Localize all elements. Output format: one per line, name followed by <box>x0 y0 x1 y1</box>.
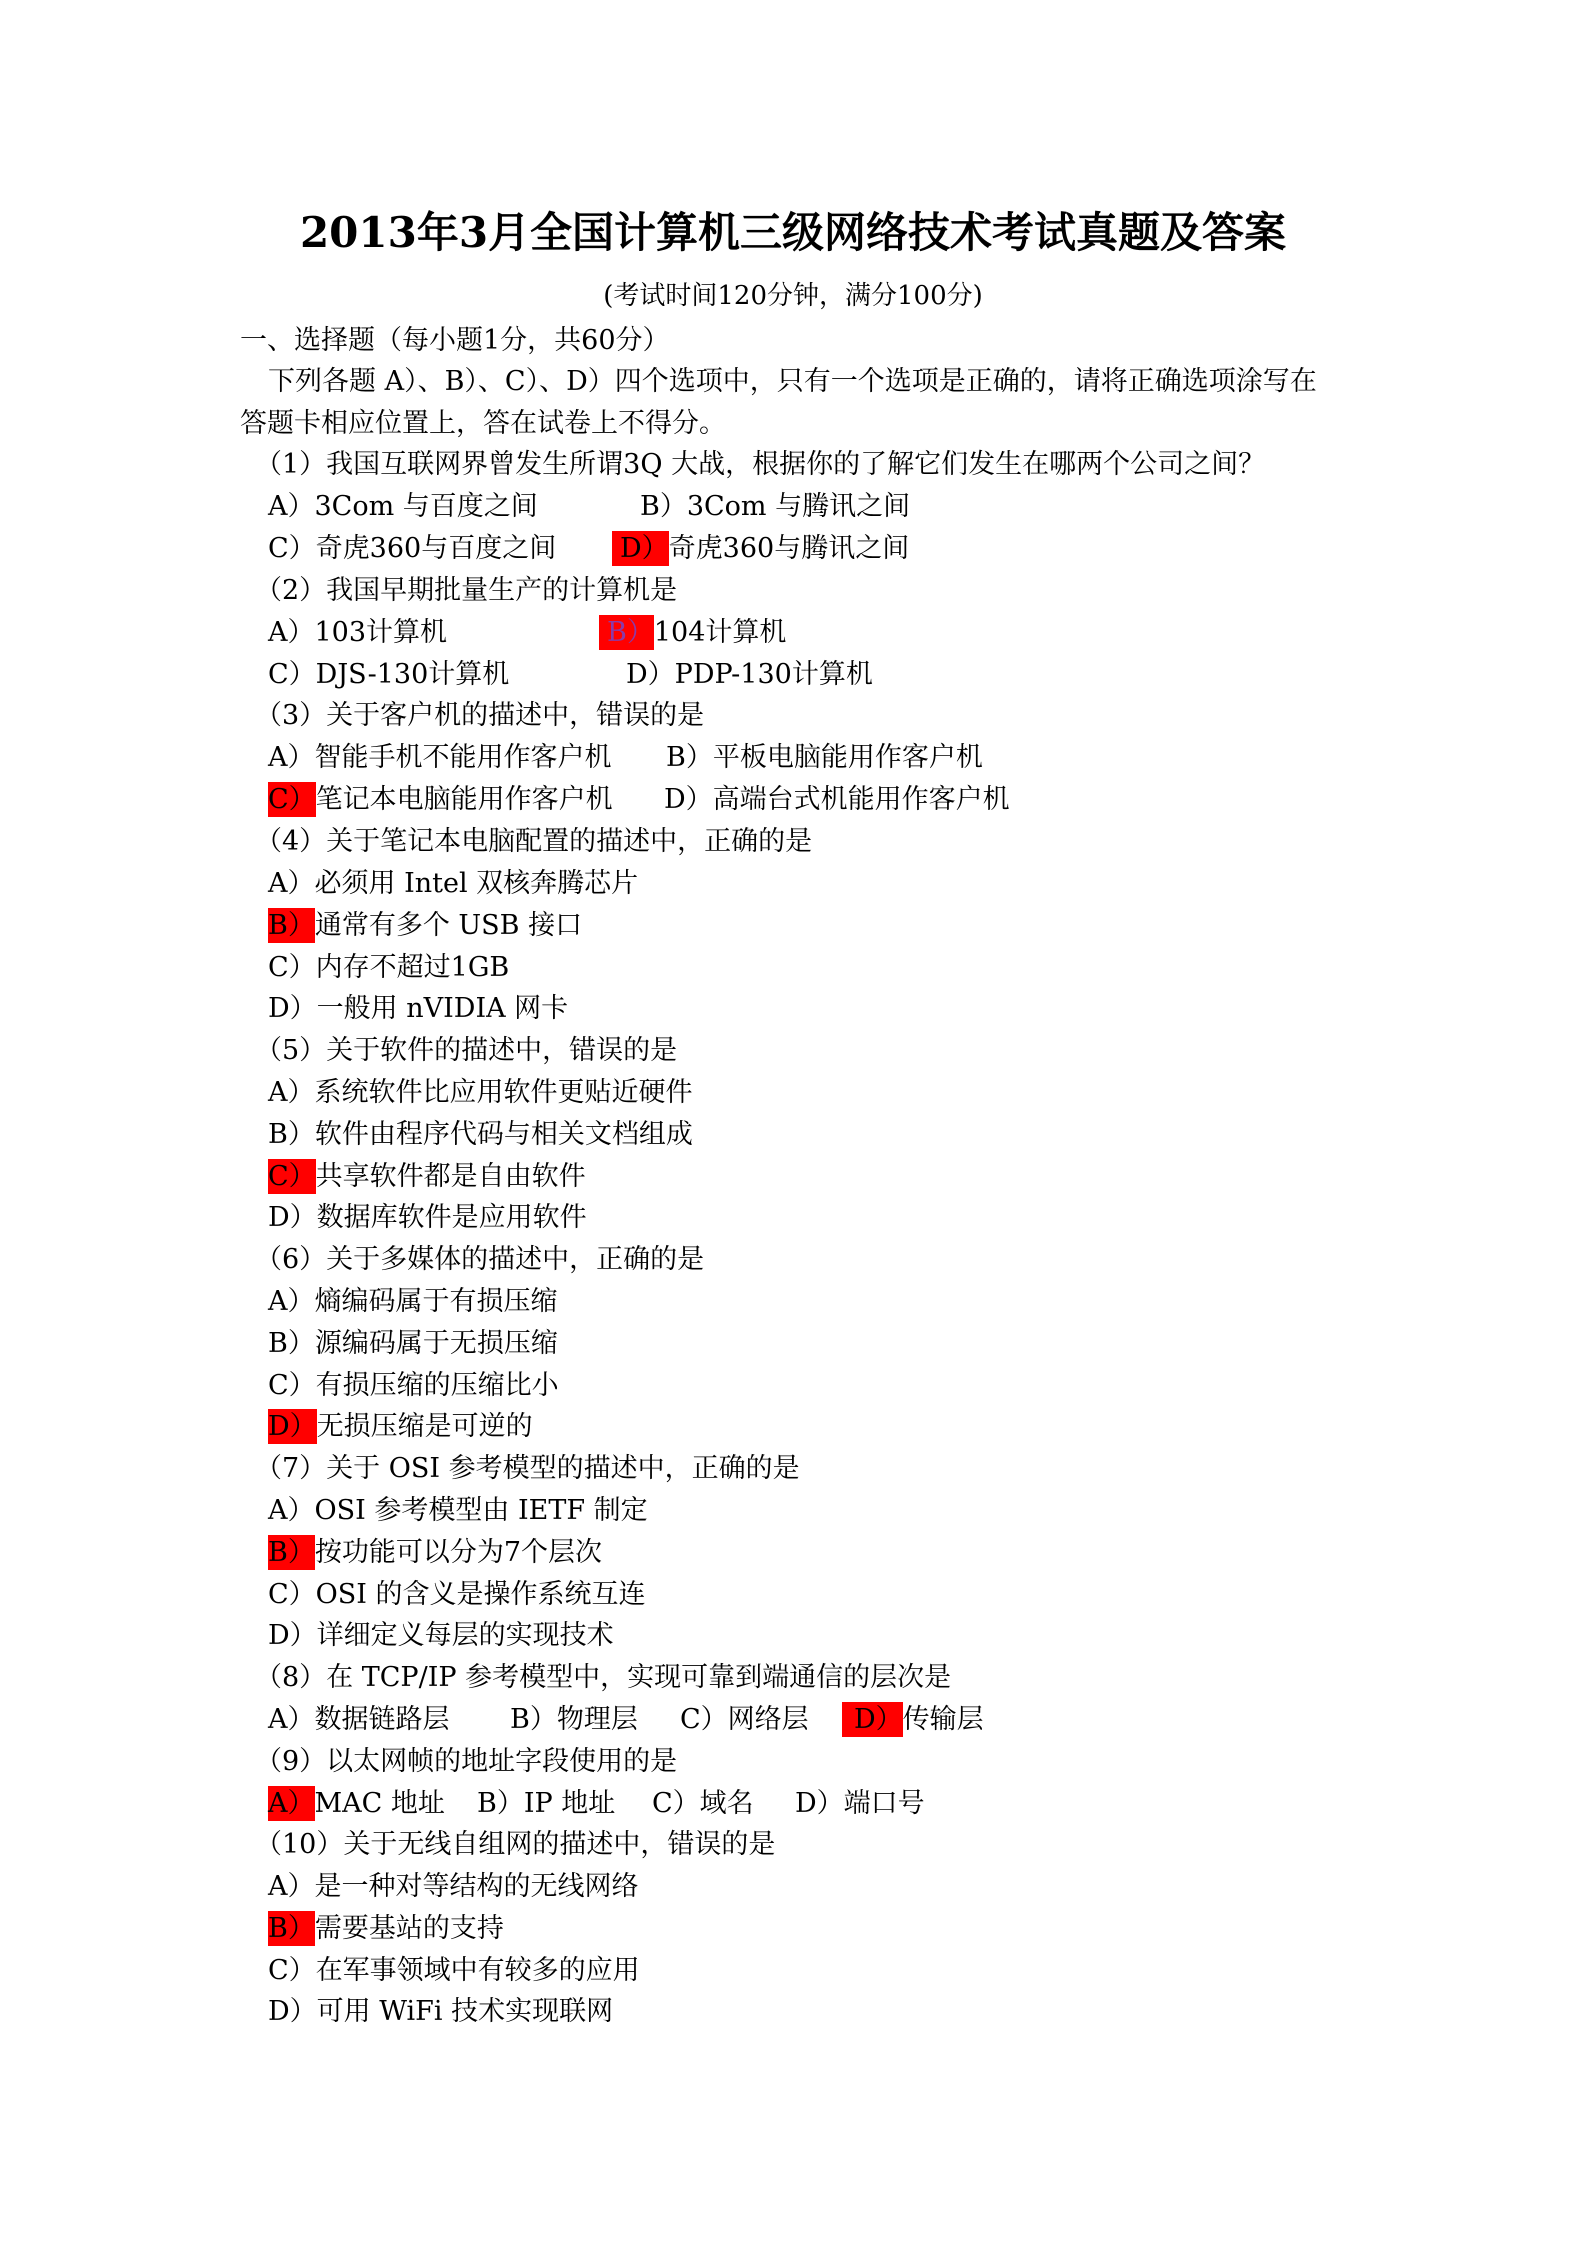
question-8-option-d: D）传输层 <box>842 1706 984 1733</box>
question-3-option-a: A）智能手机不能用作客户机 <box>268 742 612 773</box>
question-5-stem: （5）关于软件的描述中，错误的是 <box>255 1035 678 1066</box>
instruction-line-1: 下列各题 A）、B）、C）、D）四个选项中，只有一个选项是正确的，请将正确选项涂写在 <box>268 366 1317 397</box>
question-9-option-b: B）IP 地址 <box>477 1788 616 1819</box>
section-heading: 一、选择题（每小题1分，共60分） <box>240 325 670 356</box>
question-8-option-b: B）物理层 <box>510 1704 638 1735</box>
question-5-option-d: D）数据库软件是应用软件 <box>268 1202 587 1233</box>
question-10-option-c: C）在军事领域中有较多的应用 <box>268 1955 640 1986</box>
question-5-option-b: B）软件由程序代码与相关文档组成 <box>268 1119 693 1150</box>
question-6-option-d: D）无损压缩是可逆的 <box>268 1411 533 1442</box>
question-10-stem: （10）关于无线自组网的描述中，错误的是 <box>255 1829 776 1860</box>
question-4-option-b: B）通常有多个 USB 接口 <box>268 910 583 941</box>
question-7-stem: （7）关于 OSI 参考模型的描述中，正确的是 <box>255 1453 800 1484</box>
question-6-option-b: B）源编码属于无损压缩 <box>268 1328 558 1359</box>
answer-highlight: A） <box>268 1788 315 1819</box>
question-6-option-c: C）有损压缩的压缩比小 <box>268 1370 559 1401</box>
question-9-option-a: A）MAC 地址 <box>268 1788 445 1819</box>
instruction-line-2: 答题卡相应位置上，答在试卷上不得分。 <box>240 408 726 439</box>
answer-highlight: D） <box>268 1411 317 1442</box>
question-4-option-a: A）必须用 Intel 双核奔腾芯片 <box>268 868 639 899</box>
question-7-option-c: C）OSI 的含义是操作系统互连 <box>268 1579 646 1610</box>
answer-highlight: B） <box>268 910 315 941</box>
question-9-option-c: C）域名 <box>652 1788 754 1819</box>
answer-highlight: D） <box>612 531 669 566</box>
question-2-stem: （2）我国早期批量生产的计算机是 <box>255 575 678 606</box>
question-8-option-c: C）网络层 <box>680 1704 809 1735</box>
answer-highlight: D） <box>842 1702 903 1737</box>
page-subtitle: (考试时间120分钟，满分100分) <box>603 281 983 311</box>
answer-highlight: B） <box>268 1913 315 1944</box>
question-3-option-b: B）平板电脑能用作客户机 <box>666 742 983 773</box>
question-2-option-b: B）104计算机 <box>599 619 786 646</box>
answer-highlight: B） <box>599 615 654 650</box>
question-2-option-c: C）DJS-130计算机 <box>268 659 510 690</box>
question-2-option-d: D）PDP-130计算机 <box>626 659 873 690</box>
question-4-option-d: D）一般用 nVIDIA 网卡 <box>268 993 569 1024</box>
question-3-stem: （3）关于客户机的描述中，错误的是 <box>255 700 705 731</box>
page-title: 2013年3月全国计算机三级网络技术考试真题及答案 <box>299 208 1287 257</box>
question-1-option-c: C）奇虎360与百度之间 <box>268 533 557 564</box>
question-1-option-d: D）奇虎360与腾讯之间 <box>612 535 909 562</box>
question-9-stem: （9）以太网帧的地址字段使用的是 <box>255 1746 678 1777</box>
answer-highlight: C） <box>268 784 316 815</box>
question-5-option-a: A）系统软件比应用软件更贴近硬件 <box>268 1077 693 1108</box>
question-8-option-a: A）数据链路层 <box>268 1704 450 1735</box>
question-1-stem: （1）我国互联网界曾发生所谓3Q 大战，根据你的了解它们发生在哪两个公司之间？ <box>255 449 1266 480</box>
question-1-option-a: A）3Com 与百度之间 <box>268 491 538 522</box>
question-6-stem: （6）关于多媒体的描述中，正确的是 <box>255 1244 705 1275</box>
question-4-option-c: C）内存不超过1GB <box>268 952 510 983</box>
question-10-option-a: A）是一种对等结构的无线网络 <box>268 1871 639 1902</box>
question-2-option-a: A）103计算机 <box>268 617 448 648</box>
question-3-option-c: C）笔记本电脑能用作客户机 <box>268 784 613 815</box>
question-9-option-d: D）端口号 <box>795 1788 925 1819</box>
answer-highlight: C） <box>268 1161 316 1192</box>
question-1-option-b: B）3Com 与腾讯之间 <box>640 491 911 522</box>
question-10-option-d: D）可用 WiFi 技术实现联网 <box>268 1996 614 2027</box>
question-6-option-a: A）熵编码属于有损压缩 <box>268 1286 558 1317</box>
question-8-stem: （8）在 TCP/IP 参考模型中，实现可靠到端通信的层次是 <box>255 1662 952 1693</box>
answer-highlight: B） <box>268 1537 315 1568</box>
question-7-option-b: B）按功能可以分为7个层次 <box>268 1537 603 1568</box>
question-3-option-d: D）高端台式机能用作客户机 <box>664 784 1010 815</box>
question-4-stem: （4）关于笔记本电脑配置的描述中，正确的是 <box>255 826 813 857</box>
question-7-option-d: D）详细定义每层的实现技术 <box>268 1620 614 1651</box>
question-10-option-b: B）需要基站的支持 <box>268 1913 504 1944</box>
question-5-option-c: C）共享软件都是自由软件 <box>268 1161 586 1192</box>
question-7-option-a: A）OSI 参考模型由 IETF 制定 <box>268 1495 648 1526</box>
